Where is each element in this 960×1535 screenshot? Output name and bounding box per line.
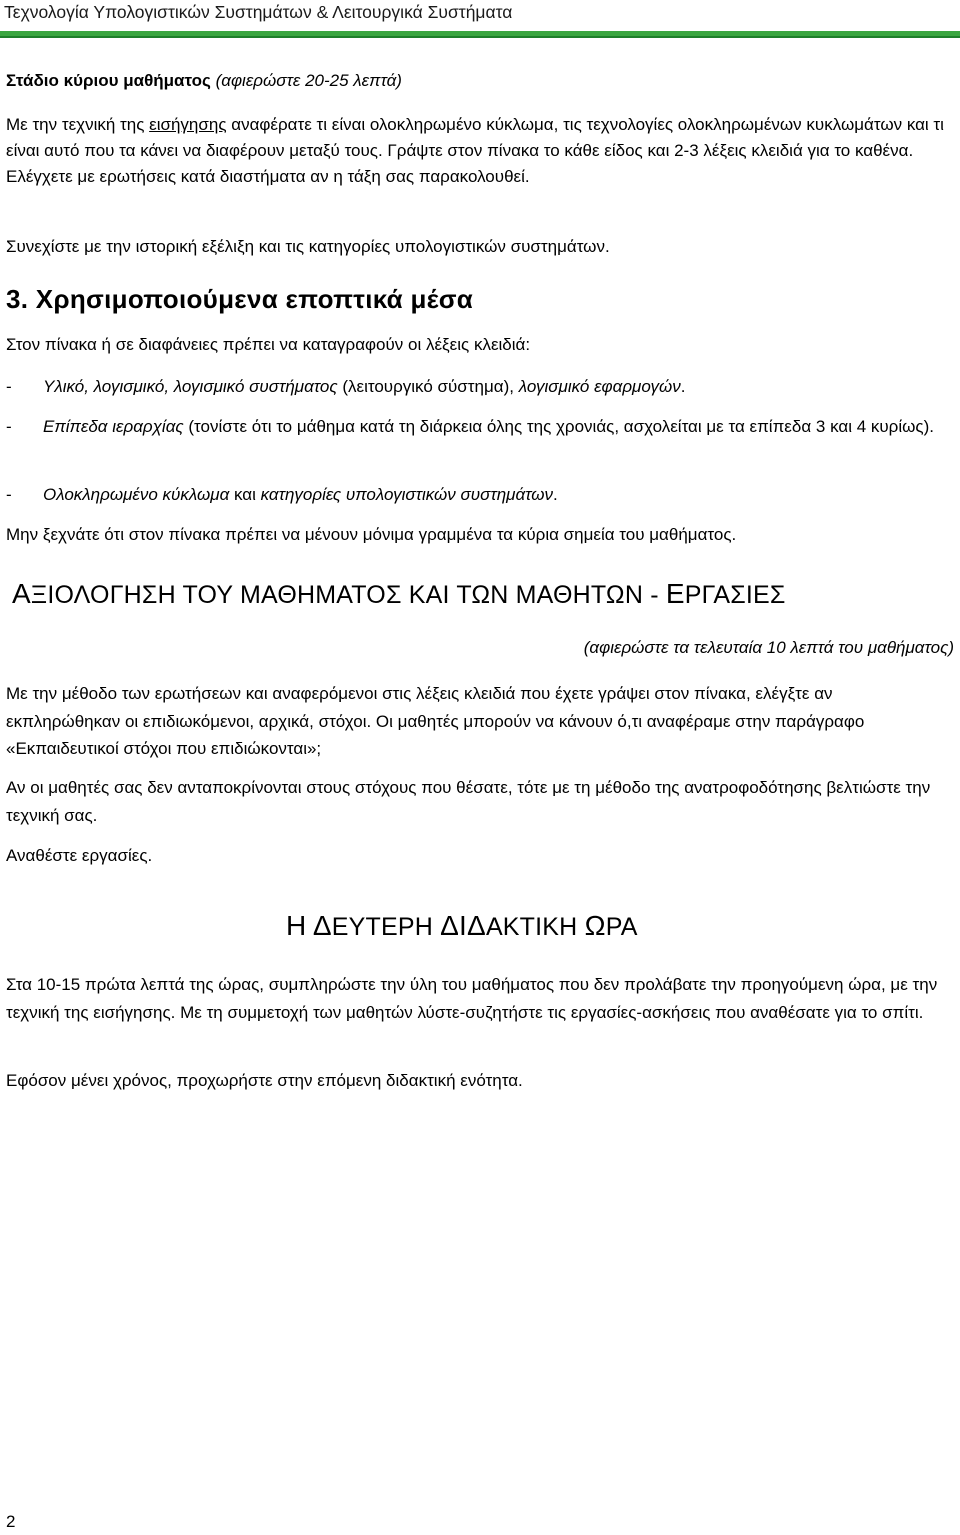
bullet-dash: - [6,377,12,396]
p1-text-start: Με την τεχνική της [6,115,150,134]
second-hour-heading-part: Ω [584,910,606,941]
main-stage-title-bold: Στάδιο κύριου μαθήματος [6,71,211,90]
bullet-dash: - [6,485,12,504]
bullet-item [6,372,951,401]
second-hour-heading-part: ΑΚΤΙΚΗ [485,913,585,941]
second-hour-heading [286,910,638,942]
evaluation-paragraph-2: Αν οι μαθητές σας δεν ανταποκρίνονται στους στόχους που θέσατε, τότε με τη μέθοδο της ανατροφοδότησης βελτιώστε την τεχνική σας. [6,778,931,825]
bullet-italic-text: Υλικό, λογισμικό, λογισμικό συστήματος [43,377,338,396]
bullet-dash: - [6,417,12,436]
second-hour-heading-part: ΕΥΤΕΡΗ [331,913,441,941]
main-stage-paragraph-2: Συνεχίστε με την ιστορική εξέλιξη και τις κατηγορίες υπολογιστικών συστημάτων. [6,237,610,256]
evaluation-time-note: (αφιερώστε τα τελευταία 10 λεπτά του μαθήματος) [583,638,954,657]
second-hour-heading-part: Δ [312,910,332,941]
bullet-end: . [680,377,686,396]
bullet-italic-text: κατηγορίες υπολογιστικών συστημάτων [260,485,554,504]
header-rule [0,31,960,38]
lecture-term: εισήγησης [149,115,227,134]
evaluation-heading [12,578,786,610]
main-stage-paragraph-1 [6,112,951,190]
bullet-italic-text: Ολοκληρωμένο κύκλωμα [43,485,230,504]
evaluation-paragraph-1: Με την μέθοδο των ερωτήσεων και αναφερόμενοι στις λέξεις κλειδιά που έχετε γράψει στον πίνακα, ελέγξτε αν εκπληρώθηκαν οι επιδιωκόμενοι, αρχικά, στόχοι. Οι μαθητές μπορούν να κάνουν ό,τι αναφέραμε στην παράγραφο «Εκπαιδευτικοί στόχοι που επιδιώκονται»; [6,684,865,758]
eval-heading-text: ΡΓΑΣΙΕΣ [684,581,786,609]
evaluation-paragraph-3: Αναθέστε εργασίες. [6,846,153,865]
bullet-italic-text: λογισμικό εφαρμογών [518,377,681,396]
second-hour-heading-part: ΔΙΔ [440,910,486,941]
main-stage-title-note: (αφιερώστε 20-25 λεπτά) [215,71,402,90]
second-hour-paragraph-2: Εφόσον μένει χρόνος, προχωρήστε στην επόμενη διδακτική ενότητα. [6,1071,523,1090]
second-hour-heading-part: ΡΑ [605,913,638,941]
bullet-text: (τονίστε ότι το μάθημα κατά τη διάρκεια όλης της χρονιάς, ασχολείται με τα επίπεδα 3 και 4 κυρίως). [183,417,934,436]
eval-heading-initial: Α [12,578,31,609]
section-3-intro: Στον πίνακα ή σε διαφάνειες πρέπει να καταγραφούν οι λέξεις κλειδιά: [6,335,531,354]
p1-text-rest: αναφέρατε τι είναι ολοκληρωμένο κύκλωμα, τις τεχνολογίες ολοκληρωμένων κυκλωμάτων και τι είναι αυτό που τα κάνει να διαφέρουν μεταξύ τους. Γράψτε στον πίνακα το κάθε είδος και 2-3 λέξεις κλειδιά για το καθένα. Ελέγχετε με ερωτήσεις κατά διαστήματα αν η τάξη σας παρακολουθεί. [6,115,944,186]
bullet-item [6,480,951,509]
bullet-text: (λειτουργικό σύστημα), [337,377,519,396]
eval-heading-initial: Ε [665,578,685,609]
bullet-italic-text: Επίπεδα ιεραρχίας [43,417,184,436]
main-stage-title [6,68,951,94]
section-3-closing: Μην ξεχνάτε ότι στον πίνακα πρέπει να μένουν μόνιμα γραμμένα τα κύρια σημεία του μαθήματος. [6,525,737,544]
eval-heading-text: ΞΙΟΛΟΓΗΣΗ ΤΟΥ ΜΑΘΗΜΑΤΟΣ ΚΑΙ ΤΩΝ ΜΑΘΗΤΩΝ - [30,581,666,609]
bullet-end: . [553,485,558,504]
second-hour-heading-part: Η [286,910,313,941]
second-hour-paragraph-1: Στα 10-15 πρώτα λεπτά της ώρας, συμπληρώστε την ύλη του μαθήματος που δεν προλάβατε την προηγούμενη ώρα, με την τεχνική της εισήγησης. Με τη συμμετοχή των μαθητών λύστε-συζητήστε τις εργασίες-ασκήσεις που αναθέσατε για το σπίτι. [6,975,938,1022]
bullet-text: και [229,485,261,504]
document-header-title: Τεχνολογία Υπολογιστικών Συστημάτων & Λειτουργικά Συστήματα [4,2,513,22]
section-3-heading: 3. Χρησιμοποιούμενα εποπτικά μέσα [6,284,474,314]
page-number: 2 [6,1512,16,1531]
bullet-item [6,412,951,441]
